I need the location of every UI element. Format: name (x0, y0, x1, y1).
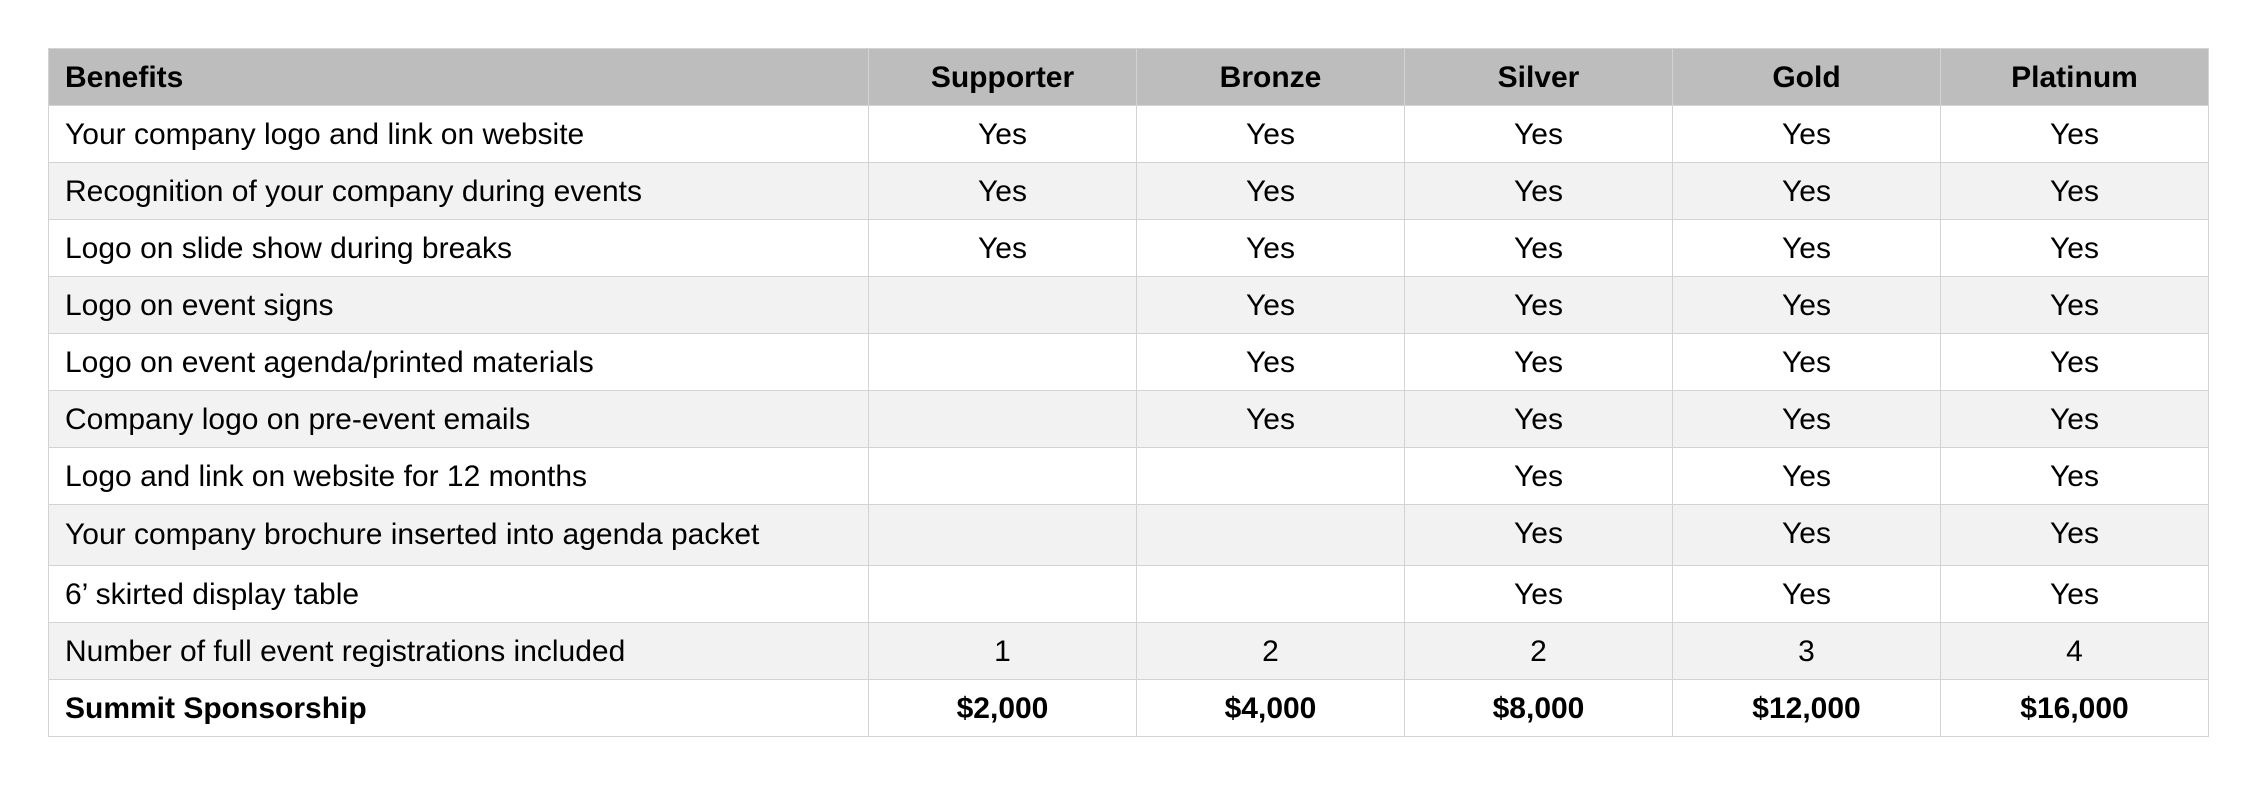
benefit-value-cell: Yes (1941, 334, 2209, 391)
benefit-value-cell: Yes (1405, 277, 1673, 334)
benefit-value-cell: Yes (1673, 277, 1941, 334)
benefit-label-cell: Logo on event agenda/printed materials (49, 334, 869, 391)
table-header-row (49, 49, 2209, 106)
benefit-value-cell: Yes (1673, 566, 1941, 623)
benefit-value-cell: Yes (1405, 163, 1673, 220)
benefit-value-cell: 1 (869, 623, 1137, 680)
benefit-value-cell: Yes (1941, 566, 2209, 623)
table-header (49, 49, 2209, 106)
benefit-value-cell (1137, 566, 1405, 623)
benefit-value-cell: 4 (1941, 623, 2209, 680)
benefit-label-cell: Number of full event registrations included (49, 623, 869, 680)
benefit-value-cell: Yes (1137, 163, 1405, 220)
column-header-bronze: Bronze (1137, 49, 1405, 106)
benefit-value-cell: Yes (1137, 391, 1405, 448)
sponsorship-benefits-table (48, 48, 2209, 737)
benefit-value-cell: Yes (1405, 106, 1673, 163)
benefit-value-cell: Yes (869, 163, 1137, 220)
benefit-value-cell: Yes (1137, 277, 1405, 334)
table-row (49, 566, 2209, 623)
benefit-value-cell: Yes (1405, 220, 1673, 277)
benefit-label-cell: Logo on slide show during breaks (49, 220, 869, 277)
benefit-value-cell: 3 (1673, 623, 1941, 680)
benefit-label-cell: Logo and link on website for 12 months (49, 448, 869, 505)
benefit-value-cell: Yes (1405, 448, 1673, 505)
column-header-gold: Gold (1673, 49, 1941, 106)
benefit-value-cell: Yes (1673, 220, 1941, 277)
benefit-value-cell: Yes (1137, 220, 1405, 277)
benefit-value-cell: Yes (1405, 391, 1673, 448)
table-row (49, 623, 2209, 680)
benefit-label-cell: Summit Sponsorship (49, 680, 869, 737)
table-row (49, 334, 2209, 391)
column-header-silver: Silver (1405, 49, 1673, 106)
table-row (49, 448, 2209, 505)
benefit-label-cell: Your company logo and link on website (49, 106, 869, 163)
benefit-value-cell: Yes (869, 220, 1137, 277)
benefit-value-cell: Yes (1673, 448, 1941, 505)
benefit-value-cell: Yes (1941, 220, 2209, 277)
benefit-value-cell: 2 (1137, 623, 1405, 680)
benefit-label-cell: Company logo on pre-event emails (49, 391, 869, 448)
table-row (49, 680, 2209, 737)
table-row (49, 391, 2209, 448)
column-header-benefits: Benefits (49, 49, 869, 106)
benefit-value-cell: $2,000 (869, 680, 1137, 737)
benefit-value-cell: $16,000 (1941, 680, 2209, 737)
benefit-label-cell: Recognition of your company during events (49, 163, 869, 220)
benefit-value-cell (869, 566, 1137, 623)
benefit-value-cell: $8,000 (1405, 680, 1673, 737)
benefit-value-cell (869, 448, 1137, 505)
table-row (49, 163, 2209, 220)
benefit-label-cell: Your company brochure inserted into agenda packet (49, 505, 869, 566)
benefit-value-cell (869, 277, 1137, 334)
benefit-value-cell (869, 391, 1137, 448)
benefit-value-cell: Yes (1673, 163, 1941, 220)
benefit-value-cell (869, 505, 1137, 566)
table-row (49, 505, 2209, 566)
benefit-value-cell: Yes (1137, 106, 1405, 163)
benefit-label-cell: Logo on event signs (49, 277, 869, 334)
table-row (49, 277, 2209, 334)
benefit-value-cell (1137, 505, 1405, 566)
benefit-value-cell: Yes (1941, 505, 2209, 566)
benefit-label-cell: 6’ skirted display table (49, 566, 869, 623)
benefit-value-cell (869, 334, 1137, 391)
benefit-value-cell: Yes (1405, 334, 1673, 391)
benefit-value-cell: $4,000 (1137, 680, 1405, 737)
benefit-value-cell: Yes (1137, 334, 1405, 391)
benefit-value-cell: 2 (1405, 623, 1673, 680)
benefit-value-cell: Yes (1941, 448, 2209, 505)
benefit-value-cell: Yes (1673, 391, 1941, 448)
benefit-value-cell (1137, 448, 1405, 505)
column-header-supporter: Supporter (869, 49, 1137, 106)
benefit-value-cell: Yes (1405, 505, 1673, 566)
benefit-value-cell: Yes (1941, 106, 2209, 163)
benefit-value-cell: Yes (1673, 106, 1941, 163)
table-row (49, 106, 2209, 163)
benefit-value-cell: $12,000 (1673, 680, 1941, 737)
table-body (49, 106, 2209, 737)
column-header-platinum: Platinum (1941, 49, 2209, 106)
benefit-value-cell: Yes (1941, 277, 2209, 334)
benefit-value-cell: Yes (1673, 334, 1941, 391)
benefit-value-cell: Yes (1941, 163, 2209, 220)
benefit-value-cell: Yes (1941, 391, 2209, 448)
benefit-value-cell: Yes (1405, 566, 1673, 623)
benefit-value-cell: Yes (869, 106, 1137, 163)
table-row (49, 220, 2209, 277)
benefit-value-cell: Yes (1673, 505, 1941, 566)
